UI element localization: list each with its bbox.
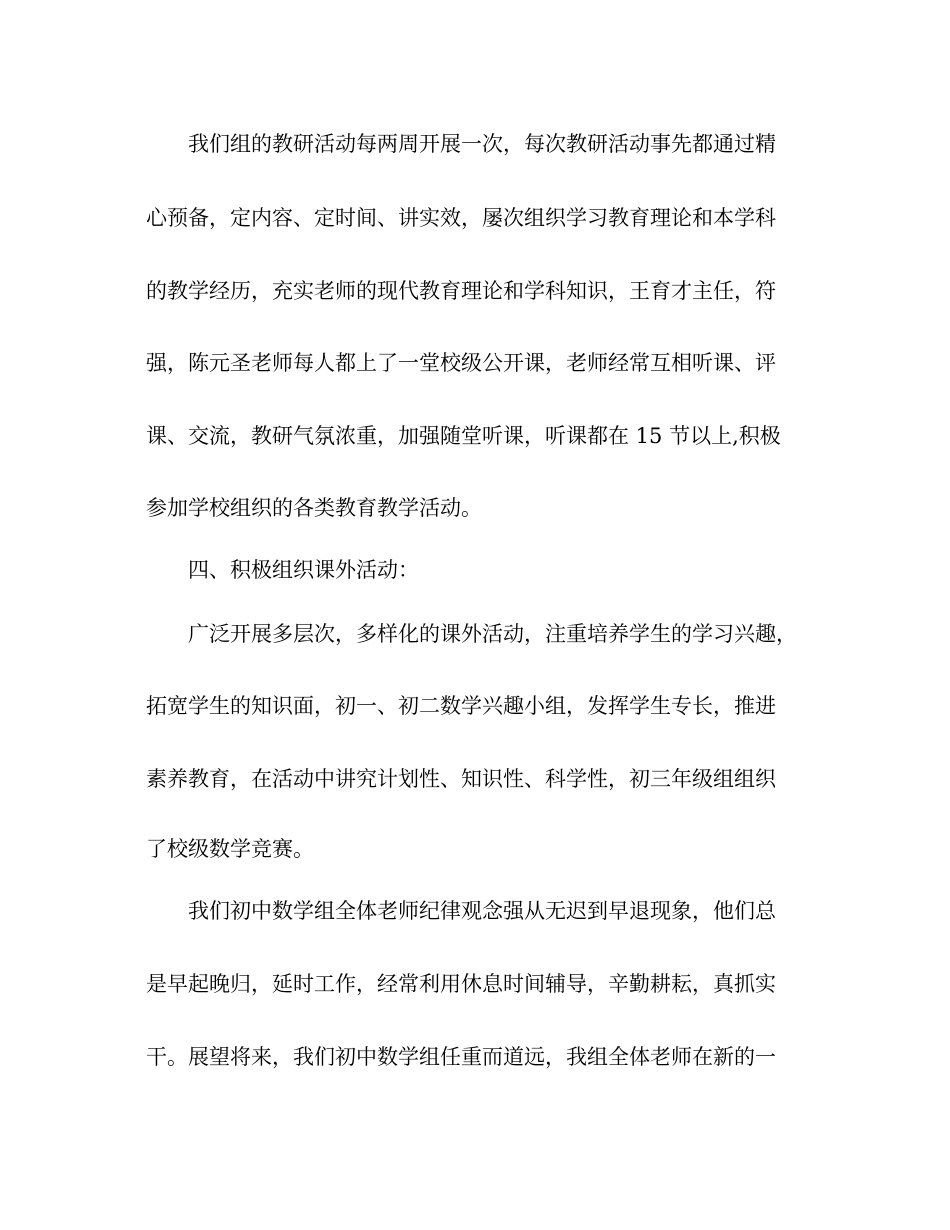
paragraph-line: 的教学经历，充实老师的现代教育理论和学科知识，王育才主任，符 [146, 279, 776, 303]
paragraph-line: 我们组的教研活动每两周开展一次，每次教研活动事先都通过精 [188, 132, 776, 156]
paragraph-line: 是早起晚归，延时工作，经常利用休息时间辅导，辛勤耕耘，真抓实 [146, 972, 776, 996]
paragraph-line: 我们初中数学组全体老师纪律观念强从无迟到早退现象，他们总 [188, 899, 776, 923]
paragraph-line: 广泛开展多层次，多样化的课外活动，注重培养学生的学习兴趣， [188, 622, 797, 646]
paragraph-line: 强，陈元圣老师每人都上了一堂校级公开课，老师经常互相听课、评 [146, 351, 776, 375]
paragraph-line: 干。展望将来，我们初中数学组任重而道远，我组全体老师在新的一 [146, 1045, 776, 1069]
paragraph-line: 心预备，定内容、定时间、讲实效，屡次组织学习教育理论和本学科 [146, 206, 776, 230]
paragraph-line: 拓宽学生的知识面，初一、初二数学兴趣小组，发挥学生专长，推进 [146, 694, 776, 718]
paragraph-line: 了校级数学竞赛。 [146, 837, 314, 861]
paragraph-line: 参加学校组织的各类教育教学活动。 [146, 496, 482, 520]
paragraph-line: 课、交流，教研气氛浓重，加强随堂听课，听课都在 15 节以上,积极 [146, 424, 781, 448]
section-heading: 四、积极组织课外活动： [188, 558, 419, 582]
paragraph-line: 素养教育，在活动中讲究计划性、知识性、科学性，初三年级组组织 [146, 767, 776, 791]
